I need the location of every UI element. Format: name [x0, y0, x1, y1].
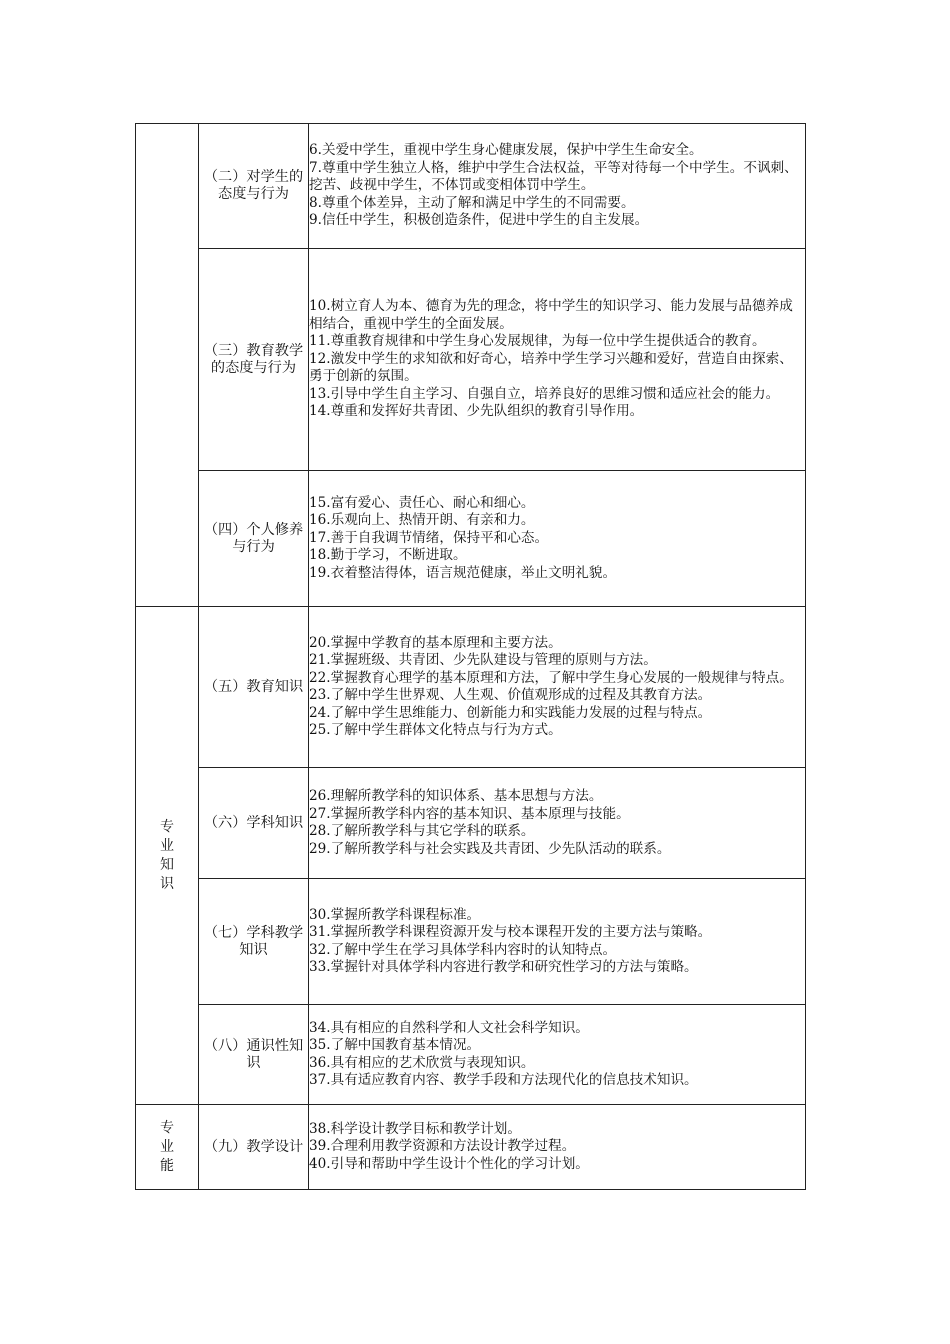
field-label: （二）对学生的态度与行为 [203, 169, 304, 202]
standard-item: 18.勤于学习，不断进取。 [309, 547, 467, 564]
table-row [136, 879, 806, 1005]
standard-item: 9.信任中学生，积极创造条件，促进中学生的自主发展。 [309, 212, 649, 229]
standard-item: 20.掌握中学教育的基本原理和主要方法。 [309, 634, 562, 651]
items-cell [309, 768, 806, 879]
items-cell [309, 879, 806, 1005]
standard-item: 7.尊重中学生独立人格，维护中学生合法权益，平等对待每一个中学生。不讽刺、挖苦、歧视中学生，不体罚或变相体罚中学生。 [309, 159, 798, 194]
dimension-cell [136, 607, 199, 1105]
items-cell [309, 1005, 806, 1105]
standard-item: 12.激发中学生的求知欲和好奇心，培养中学生学习兴趣和爱好，营造自由探索、勇于创新的氛围。 [309, 350, 793, 385]
standard-item: 28.了解所教学科与其它学科的联系。 [309, 823, 535, 839]
items-cell [309, 1105, 806, 1190]
standard-item: 37.具有适应教育内容、教学手段和方法现代化的信息技术知识。 [309, 1072, 698, 1088]
standard-item: 6.关爱中学生，重视中学生身心健康发展，保护中学生生命安全。 [309, 142, 703, 159]
standard-item: 32.了解中学生在学习具体学科内容时的认知特点。 [309, 941, 617, 958]
field-cell [199, 1105, 309, 1190]
standard-item: 24.了解中学生思维能力、创新能力和实践能力发展的过程与特点。 [309, 704, 712, 721]
field-label: （七）学科教学知识 [203, 924, 304, 958]
dimension-label: 专业知识 [160, 818, 174, 892]
field-cell [199, 124, 309, 249]
field-label: （六）学科知识 [203, 814, 304, 831]
standard-item: 31.掌握所教学科课程资源开发与校本课程开发的主要方法与策略。 [309, 924, 712, 940]
table-row [136, 1105, 806, 1190]
items-cell [309, 249, 806, 471]
standard-item: 21.掌握班级、共青团、少先队建设与管理的原则与方法。 [309, 652, 657, 668]
table-row [136, 607, 806, 768]
standard-item: 23.了解中学生世界观、人生观、价值观形成的过程及其教育方法。 [309, 687, 712, 703]
items-cell [309, 471, 806, 607]
standard-item: 8.尊重个体差异，主动了解和满足中学生的不同需要。 [309, 194, 635, 211]
table-row [136, 471, 806, 607]
field-cell [199, 879, 309, 1005]
field-label: （四）个人修养与行为 [203, 521, 304, 555]
standard-item: 10.树立育人为本、德育为先的理念，将中学生的知识学习、能力发展与品德养成相结合，重视中学生的全面发展。 [309, 298, 793, 332]
field-cell [199, 249, 309, 471]
standard-item: 15.富有爱心、责任心、耐心和细心。 [309, 494, 535, 511]
standard-item: 16.乐观向上、热情开朗、有亲和力。 [309, 512, 535, 529]
standard-item: 38.科学设计教学目标和教学计划。 [309, 1120, 521, 1137]
standard-item: 26.理解所教学科的知识体系、基本思想与方法。 [309, 788, 603, 804]
standard-item: 39.合理利用教学资源和方法设计教学过程。 [309, 1138, 576, 1155]
standard-item: 34.具有相应的自然科学和人文社会科学知识。 [309, 1019, 589, 1036]
dimension-label: 专业能 [160, 1119, 174, 1174]
field-cell [199, 607, 309, 768]
standard-item: 40.引导和帮助中学生设计个性化的学习计划。 [309, 1155, 589, 1172]
field-label: （三）教育教学的态度与行为 [203, 342, 304, 376]
standard-item: 22.掌握教育心理学的基本原理和方法，了解中学生身心发展的一般规律与特点。 [309, 669, 793, 686]
standard-item: 25.了解中学生群体文化特点与行为方式。 [309, 722, 562, 738]
standard-item: 33.掌握针对具体学科内容进行教学和研究性学习的方法与策略。 [309, 959, 698, 975]
standard-item: 36.具有相应的艺术欣赏与表现知识。 [309, 1054, 535, 1071]
table-row [136, 249, 806, 471]
table-row [136, 1005, 806, 1105]
standard-item: 13.引导中学生自主学习、自强自立，培养良好的思维习惯和适应社会的能力。 [309, 385, 780, 402]
standard-item: 35.了解中国教育基本情况。 [309, 1037, 481, 1053]
table-body [136, 124, 806, 1190]
standard-item: 27.掌握所教学科内容的基本知识、基本原理与技能。 [309, 805, 630, 822]
field-cell [199, 1005, 309, 1105]
field-label: （九）教学设计 [203, 1138, 304, 1155]
items-cell [309, 607, 806, 768]
standard-item: 17.善于自我调节情绪，保持平和心态。 [309, 529, 549, 546]
standards-table [135, 123, 806, 1190]
standard-item: 29.了解所教学科与社会实践及共青团、少先队活动的联系。 [309, 840, 671, 857]
items-cell [309, 124, 806, 249]
dimension-cell [136, 124, 199, 607]
dimension-cell [136, 1105, 199, 1190]
table-row [136, 124, 806, 249]
standard-item: 30.掌握所教学科课程标准。 [309, 906, 481, 923]
standard-item: 11.尊重教育规律和中学生身心发展规律，为每一位中学生提供适合的教育。 [309, 333, 766, 350]
table-row [136, 768, 806, 879]
field-label: （八）通识性知识 [203, 1037, 304, 1071]
field-cell [199, 471, 309, 607]
field-label: （五）教育知识 [203, 678, 304, 695]
standard-item: 19.衣着整洁得体，语言规范健康，举止文明礼貌。 [309, 564, 617, 581]
field-cell [199, 768, 309, 879]
standard-item: 14.尊重和发挥好共青团、少先队组织的教育引导作用。 [309, 403, 644, 420]
